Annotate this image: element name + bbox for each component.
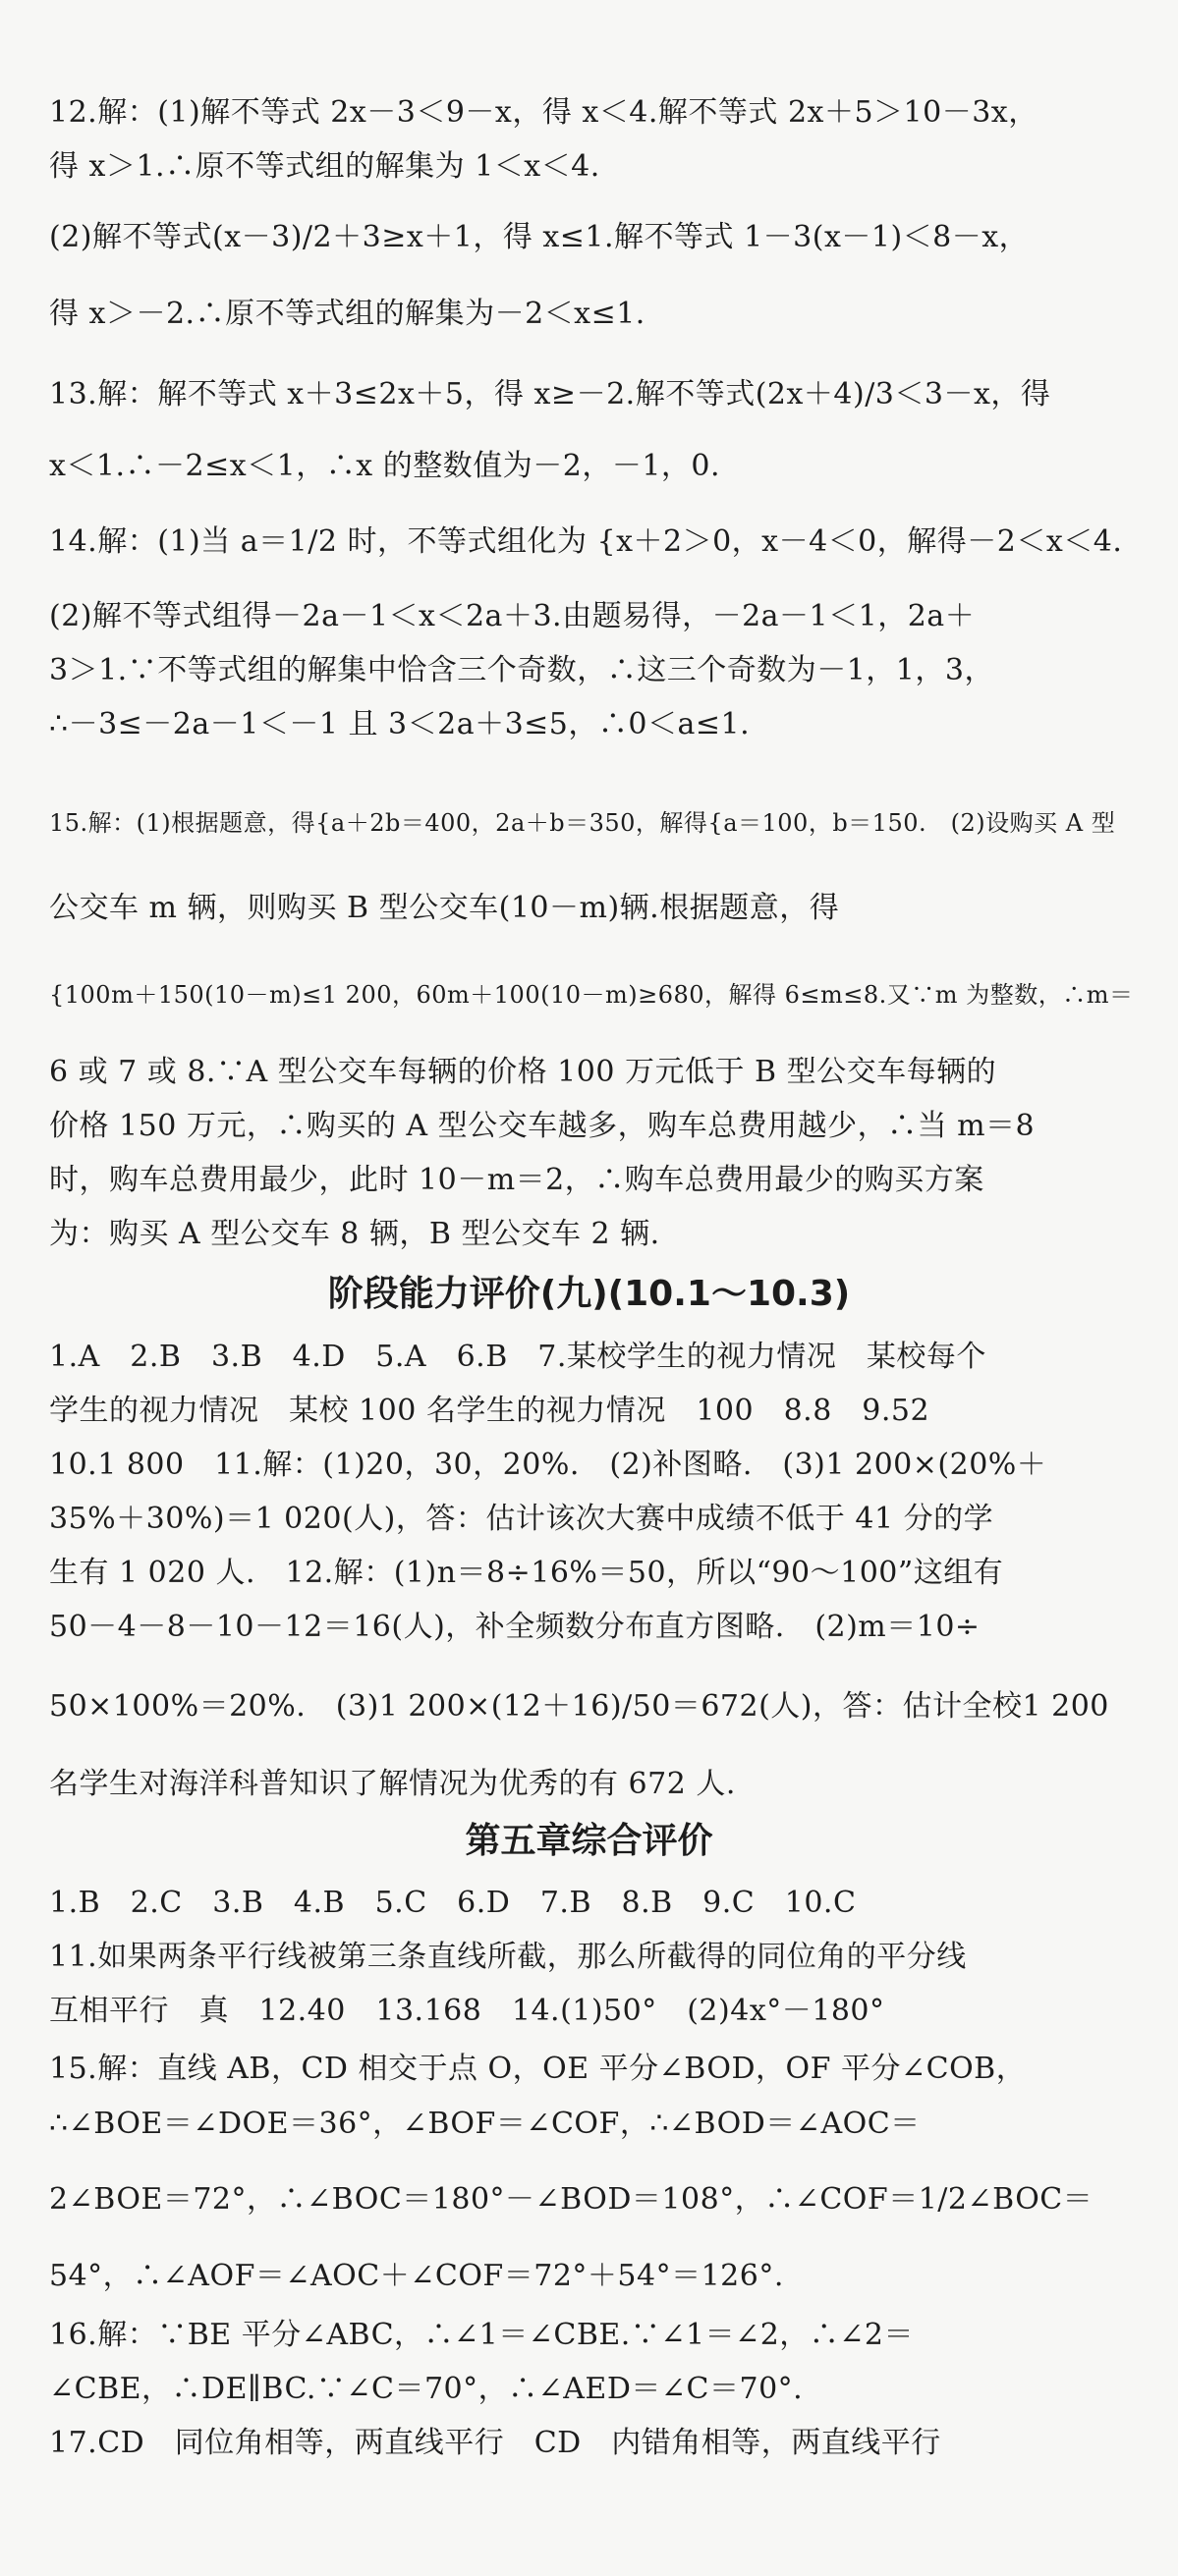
answer-line: 12.解：(1)解不等式 2x－3＜9－x，得 x＜4.解不等式 2x＋5＞10－3x，: [49, 95, 1038, 130]
answer-line: 17.CD 同位角相等，两直线平行 CD 内错角相等，两直线平行: [49, 2426, 941, 2460]
answer-line: 16.解：∵BE 平分∠ABC，∴∠1＝∠CBE.∵∠1＝∠2，∴∠2＝: [49, 2318, 915, 2352]
answer-line: 时，购车总费用最少，此时 10－m＝2，∴购车总费用最少的购买方案: [49, 1163, 984, 1197]
section-title: 第五章综合评价: [465, 1821, 713, 1861]
answer-line: (2)解不等式组得－2a－1＜x＜2a＋3.由题易得，－2a－1＜1，2a＋: [49, 599, 976, 633]
answer-line: 1.B 2.C 3.B 4.B 5.C 6.D 7.B 8.B 9.C 10.C: [49, 1886, 857, 1920]
answer-line: 名学生对海洋科普知识了解情况为优秀的有 672 人.: [49, 1767, 736, 1801]
section-title: 阶段能力评价(九)(10.1～10.3): [327, 1274, 851, 1314]
answer-line: 10.1 800 11.解：(1)20，30，20%. (2)补图略. (3)1 200×(20%＋: [49, 1448, 1047, 1482]
answer-line: 2∠BOE＝72°，∴∠BOC＝180°－∠BOD＝108°，∴∠COF＝1/2∠BOC＝: [49, 2182, 1094, 2217]
answer-line: ∴∠BOE＝∠DOE＝36°，∠BOF＝∠COF，∴∠BOD＝∠AOC＝: [49, 2107, 921, 2141]
answer-line: ∴－3≤－2a－1＜－1 且 3＜2a＋3≤5，∴0＜a≤1.: [49, 707, 751, 741]
answer-line: 得 x＞－2.∴原不等式组的解集为－2＜x≤1.: [49, 297, 645, 331]
answer-line: 为：购买 A 型公交车 8 辆，B 型公交车 2 辆.: [49, 1217, 660, 1251]
answer-line: 35%＋30%)＝1 020(人)，答：估计该次大赛中成绩不低于 41 分的学: [49, 1502, 994, 1536]
answer-line: 13.解：解不等式 x＋3≤2x＋5，得 x≥－2.解不等式(2x＋4)/3＜3－x，得: [49, 377, 1051, 411]
answer-line: 互相平行 真 12.40 13.168 14.(1)50° (2)4x°－180°: [49, 1994, 885, 2028]
answer-line: 15.解：(1)根据题意，得{a＋2b＝400，2a＋b＝350，解得{a＝100，b＝150. (2)设购买 A 型: [49, 809, 1116, 837]
answer-line: 公交车 m 辆，则购买 B 型公交车(10－m)辆.根据题意，得: [49, 891, 840, 925]
answer-line: {100m＋150(10－m)≤1 200，60m＋100(10－m)≥680，解得 6≤m≤8.又∵m 为整数，∴m＝: [49, 981, 1134, 1009]
answer-line: (2)解不等式(x－3)/2＋3≥x＋1，得 x≤1.解不等式 1－3(x－1)＜8－x，: [49, 220, 1030, 254]
answer-line: 14.解：(1)当 a＝1/2 时，不等式组化为 {x＋2＞0，x－4＜0，解得－2＜x＜4.: [49, 524, 1123, 559]
answer-line: 生有 1 020 人. 12.解：(1)n＝8÷16%＝50，所以“90～100”这组有: [49, 1556, 1004, 1590]
answer-line: 3＞1.∵不等式组的解集中恰含三个奇数，∴这三个奇数为－1，1，3，: [49, 653, 994, 687]
answer-line: 价格 150 万元，∴购买的 A 型公交车越多，购车总费用越少，∴当 m＝8: [49, 1109, 1036, 1143]
answer-line: 54°，∴∠AOF＝∠AOC＋∠COF＝72°＋54°＝126°.: [49, 2259, 784, 2293]
answer-line: 50－4－8－10－12＝16(人)，补全频数分布直方图略. (2)m＝10÷: [49, 1610, 981, 1644]
answer-line: ∠CBE，∴DE∥BC.∵∠C＝70°，∴∠AED＝∠C＝70°.: [49, 2372, 804, 2406]
answer-line: 得 x＞1.∴原不等式组的解集为 1＜x＜4.: [49, 149, 600, 184]
answer-line: 学生的视力情况 某校 100 名学生的视力情况 100 8.8 9.52: [49, 1394, 930, 1428]
answer-line: 6 或 7 或 8.∵A 型公交车每辆的价格 100 万元低于 B 型公交车每辆的: [49, 1055, 997, 1089]
answer-line: x＜1.∴－2≤x＜1，∴x 的整数值为－2，－1，0.: [49, 449, 721, 483]
answer-line: 15.解：直线 AB，CD 相交于点 O，OE 平分∠BOD，OF 平分∠COB，: [49, 2052, 1027, 2086]
answer-line: 11.如果两条平行线被第三条直线所截，那么所截得的同位角的平分线: [49, 1940, 967, 1974]
answer-line: 1.A 2.B 3.B 4.D 5.A 6.B 7.某校学生的视力情况 某校每个: [49, 1340, 986, 1374]
answer-line: 50×100%＝20%. (3)1 200×(12＋16)/50＝672(人)，答：估计全校1 200: [49, 1689, 1109, 1724]
